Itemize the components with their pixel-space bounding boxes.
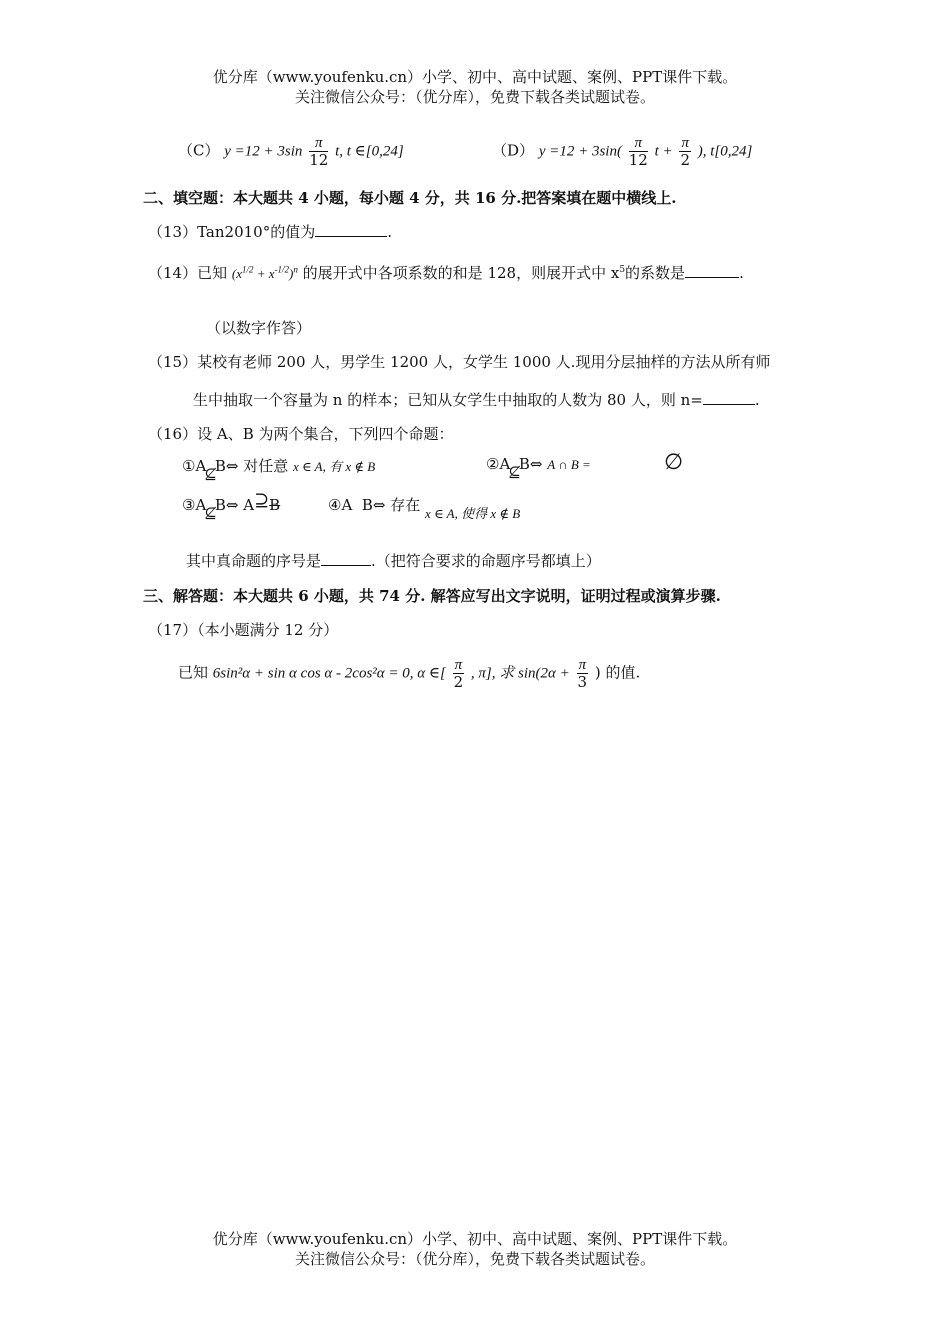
not-subset-symbol: ⊈ bbox=[204, 504, 217, 522]
question-16-answer bbox=[186, 550, 601, 571]
question-17-expr: 6sin²α + sin α cos α - 2cos²α = 0, α ∈[ bbox=[212, 665, 446, 682]
option-c-formula: y =12 + 3sin bbox=[224, 143, 303, 160]
not-subset-symbol: ⊈ bbox=[204, 465, 217, 483]
superset-symbol: ⊇ bbox=[254, 490, 270, 511]
footer-line-1: 优分库（www.youfenku.cn）小学、初中、高中试题、案例、PPT课件下载。 bbox=[212, 1230, 738, 1248]
formula-exp-1: 1/2 bbox=[241, 264, 254, 275]
option-c-domain: t, t ∈[0,24] bbox=[335, 143, 404, 160]
formula-exp-2: -1/2 bbox=[274, 264, 290, 275]
question-15-text: 生中抽取一个容量为 n 的样本；已知从女学生中抽取的人数为 80 人，则 n= bbox=[193, 391, 703, 409]
question-14-formula bbox=[232, 266, 298, 281]
header-line-2: 关注微信公众号：（优分库），免费下载各类试题试卷。 bbox=[294, 88, 655, 106]
proposition-4 bbox=[328, 494, 521, 521]
question-17-fraction-2 bbox=[577, 657, 589, 690]
proposition-1-label: ①A bbox=[182, 457, 207, 475]
proposition-1-math: x ∈ A, 有 x ∉ B bbox=[293, 459, 376, 474]
fraction-numerator: π bbox=[309, 135, 328, 152]
question-15-line-1: （15）某校有老师 200 人，男学生 1200 人，女学生 1000 人.现用分层抽样的方法从所有师 bbox=[148, 353, 771, 371]
proposition-3-text: B⇔ bbox=[214, 496, 239, 514]
answer-blank bbox=[315, 222, 387, 237]
question-14-text: 的展开式中各项系数的和是 128，则展开式中 x bbox=[302, 264, 620, 282]
section-3-title: 三、解答题：本大题共 6 小题，共 74 分. 解答应写出文字说明，证明过程或演算步骤. bbox=[143, 587, 721, 605]
proposition-4-label: ④A bbox=[328, 496, 353, 514]
option-d-fraction-1 bbox=[629, 135, 648, 168]
option-d bbox=[492, 135, 752, 168]
fraction-denominator: 12 bbox=[309, 151, 329, 169]
option-c bbox=[178, 135, 404, 168]
option-d-domain: ), t[0,24] bbox=[697, 143, 753, 160]
proposition-2-math: A ∩ B = bbox=[547, 457, 591, 472]
question-14-end: . bbox=[739, 264, 744, 282]
question-14-note: （以数字作答） bbox=[206, 319, 312, 337]
fraction-numerator: π bbox=[454, 657, 463, 673]
answer-blank bbox=[685, 263, 739, 278]
fraction-denominator: 2 bbox=[453, 673, 464, 691]
option-d-fraction-2 bbox=[679, 135, 691, 168]
question-14-sup: 5 bbox=[619, 265, 626, 275]
footer-line-2: 关注微信公众号：（优分库），免费下载各类试题试卷。 bbox=[294, 1250, 655, 1268]
option-d-formula: y =12 + 3sin( bbox=[538, 143, 622, 160]
header-line-1: 优分库（www.youfenku.cn）小学、初中、高中试题、案例、PPT课件下载。 bbox=[212, 68, 738, 86]
question-15-line-2 bbox=[193, 389, 760, 410]
question-13-end: . bbox=[387, 223, 392, 241]
question-14 bbox=[148, 262, 744, 283]
question-17-body bbox=[178, 657, 640, 690]
question-17-title: （17）（本小题满分 12 分） bbox=[148, 621, 339, 639]
option-c-fraction bbox=[309, 135, 328, 168]
question-16-intro: （16）设 A、B 为两个集合，下列四个命题： bbox=[148, 425, 454, 443]
proposition-4-text: B⇔ 存在 bbox=[361, 496, 421, 514]
empty-set-symbol: ∅ bbox=[664, 450, 684, 475]
option-d-mid: t + bbox=[654, 143, 673, 160]
formula-plus: + x bbox=[253, 266, 275, 281]
proposition-2-text: B⇔ bbox=[518, 455, 543, 473]
proposition-3-label: ③A bbox=[182, 496, 207, 514]
proposition-2 bbox=[486, 455, 591, 481]
proposition-3-end: B bbox=[269, 496, 281, 514]
question-17-end: ) 的值. bbox=[594, 663, 641, 682]
formula-open: (x bbox=[231, 266, 242, 281]
fraction-denominator: 12 bbox=[628, 151, 648, 169]
proposition-2-label: ②A bbox=[486, 455, 511, 473]
option-d-label: （D） bbox=[492, 141, 535, 160]
question-16-answer-end: .（把符合要求的命题序号都填上） bbox=[371, 552, 601, 570]
question-14-text-2: 的系数是 bbox=[625, 264, 686, 282]
formula-close: ) bbox=[289, 266, 294, 281]
formula-n: n bbox=[293, 264, 298, 275]
question-14-prefix: （14）已知 bbox=[148, 264, 228, 282]
proposition-3-math: A bbox=[243, 496, 255, 514]
question-13-text: （13）Tan2010°的值为 bbox=[148, 223, 316, 241]
fraction-denominator: 2 bbox=[680, 151, 690, 169]
fraction-numerator: π bbox=[578, 657, 587, 673]
fraction-numerator: π bbox=[681, 135, 689, 151]
question-15-end: . bbox=[754, 391, 760, 409]
proposition-4-math: x ∈ A, 使得 x ∉ B bbox=[424, 506, 521, 521]
option-c-label: （C） bbox=[178, 141, 220, 160]
fraction-numerator: π bbox=[629, 135, 648, 152]
question-17-fraction-1 bbox=[453, 657, 465, 690]
question-13 bbox=[148, 221, 392, 242]
question-17-prefix: 已知 bbox=[178, 663, 209, 682]
question-16-answer-text: 其中真命题的序号是 bbox=[186, 552, 322, 570]
answer-blank bbox=[703, 390, 755, 405]
proposition-1 bbox=[182, 455, 376, 483]
answer-blank bbox=[321, 551, 371, 566]
not-subset-symbol: ⊈ bbox=[508, 463, 521, 481]
proposition-3 bbox=[182, 490, 281, 522]
fraction-denominator: 3 bbox=[577, 673, 588, 691]
proposition-1-text: B⇔ 对任意 bbox=[214, 457, 289, 475]
section-2-title: 二、填空题：本大题共 4 小题，每小题 4 分，共 16 分.把答案填在题中横线上. bbox=[143, 189, 677, 207]
question-17-mid: , π], 求 sin(2α + bbox=[470, 665, 570, 682]
